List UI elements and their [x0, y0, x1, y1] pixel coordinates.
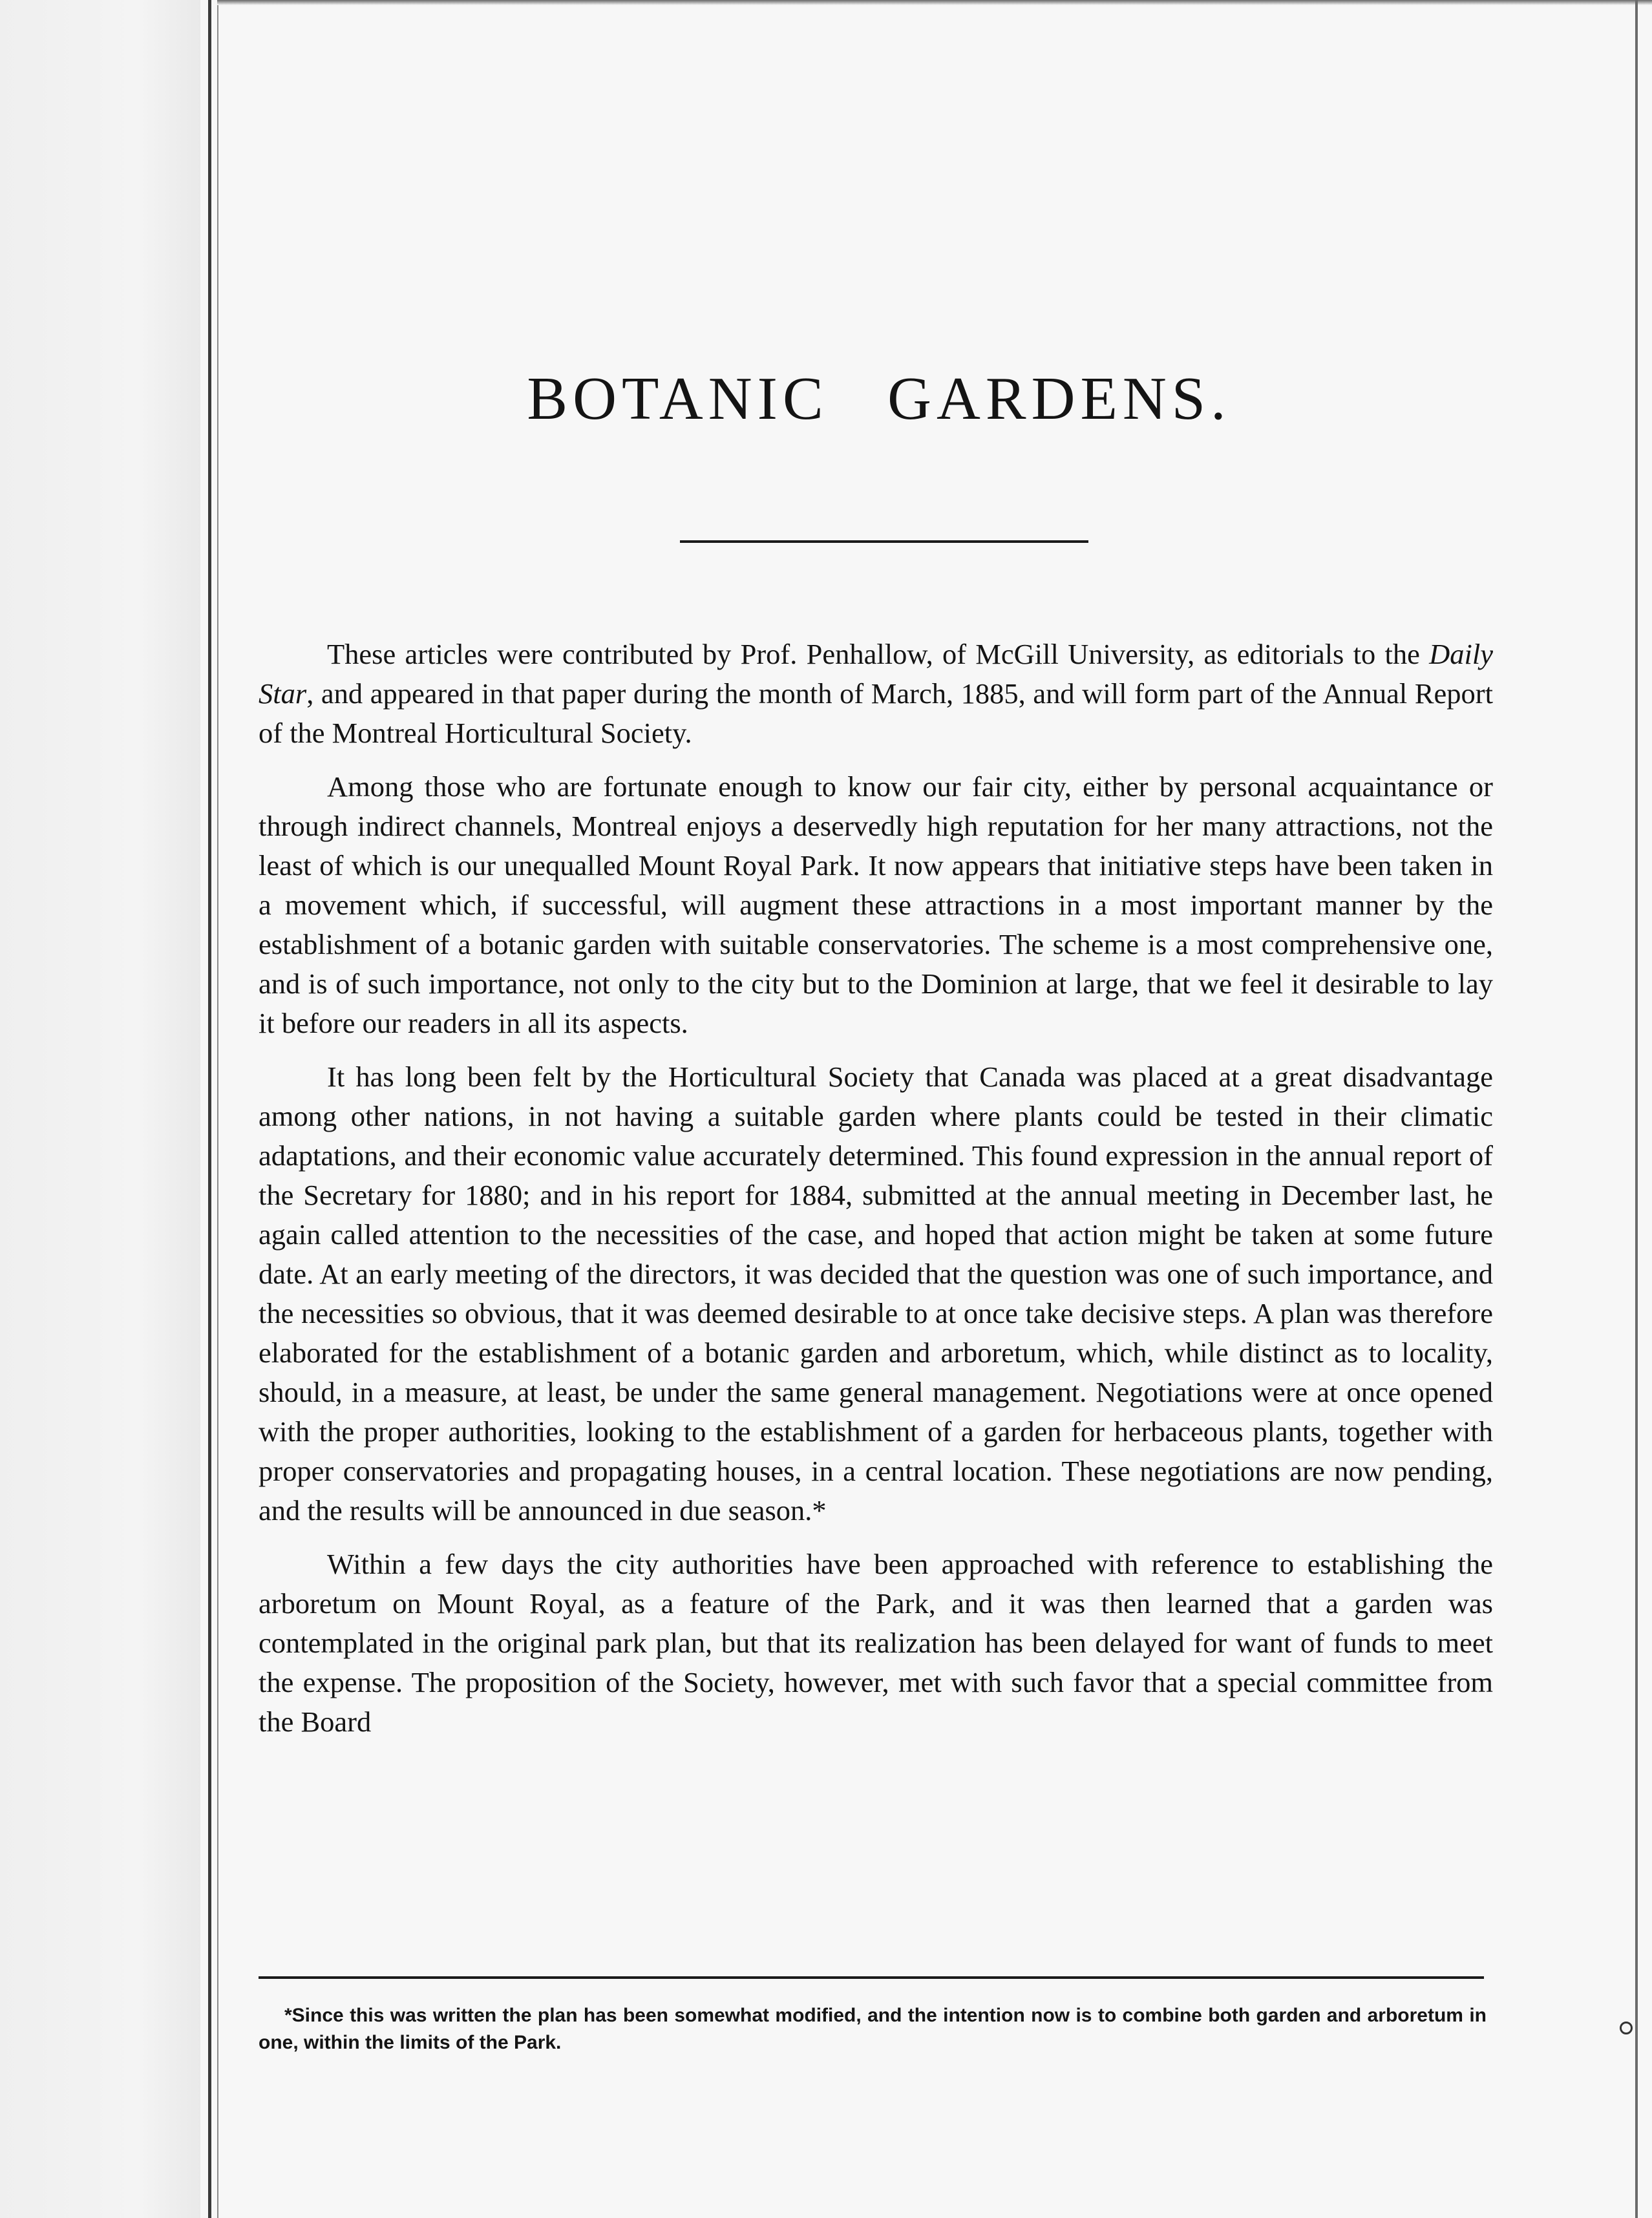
document-page [259, 0, 1499, 2218]
page-edge-line [217, 0, 218, 2218]
paragraph-intro-after: , and appeared in that paper during the month of March, 1885, and will form part of the Annual Report of the Montreal Horticultural Society. [259, 677, 1493, 749]
footnote-divider [259, 1976, 1484, 1979]
paragraph: Within a few days the city authorities have been approached with reference to establishing the arboretum on Mount Royal, as a feature of the Park, and it was then learned that a garden was contemplated in the original park plan, but that its realization has been delayed for want of funds to meet the expense. The proposition of the Society, however, met with such favor that a special committee from the Board [259, 1548, 1493, 1738]
title-divider [680, 540, 1088, 543]
article-body [259, 635, 1493, 1756]
scan-mark [1620, 2022, 1633, 2034]
newspaper-name: Daily Star [259, 638, 1493, 710]
page-right-edge [1635, 0, 1638, 2218]
paragraph-intro-before: These articles were contributed by Prof. Penhallow, of McGill University, as editorials to the [327, 638, 1430, 670]
paragraph: Among those who are fortunate enough to know our fair city, either by personal acquaintance or through indirect channels, Montreal enjoys a deservedly high reputation for her many attractions, not the least of which is our unequalled Mount Royal Park. It now appears that initiative steps have been taken in a movement which, if successful, will augment these attractions in a most important manner by the establishment of a botanic garden with suitable conservatories. The scheme is a most comprehensive one, and is of such importance, not only to the city but to the Dominion at large, that we feel it desirable to lay it before our readers in all its aspects. [259, 770, 1493, 1039]
paragraph-intro [259, 635, 1493, 753]
paragraph: It has long been felt by the Horticultural Society that Canada was placed at a great disadvantage among other nations, in not having a suitable garden where plants could be tested in their climatic adaptations, and their economic value accurately determined. This found expression in the annual report of the Secretary for 1880; and in his report for 1884, submitted at the annual meeting in December last, he again called attention to the necessities of the case, and hoped that action might be taken at some future date. At an early meeting of the directors, it was decided that the question was one of such importance, and the necessities so obvious, that it was deemed desirable to at once take decisive steps. A plan was therefore elaborated for the establishment of a botanic garden and arboretum, which, while distinct as to locality, should, in a measure, at least, be under the same general management. Negotiations were at once opened with the proper authorities, looking to the establishment of a garden for herbaceous plants, together with proper conservatories and propagating houses, in a central location. These negotiations are now pending, and the results will be announced in due season.* [259, 1061, 1493, 1526]
binding-gutter-line [208, 0, 211, 2218]
page-title: BOTANIC GARDENS. [527, 365, 1231, 432]
footnote: *Since this was written the plan has been somewhat modified, and the intention now is to combine both garden and arboretum in one, within the limits of the Park. [259, 2005, 1487, 2053]
facing-page-margin [0, 0, 200, 2218]
